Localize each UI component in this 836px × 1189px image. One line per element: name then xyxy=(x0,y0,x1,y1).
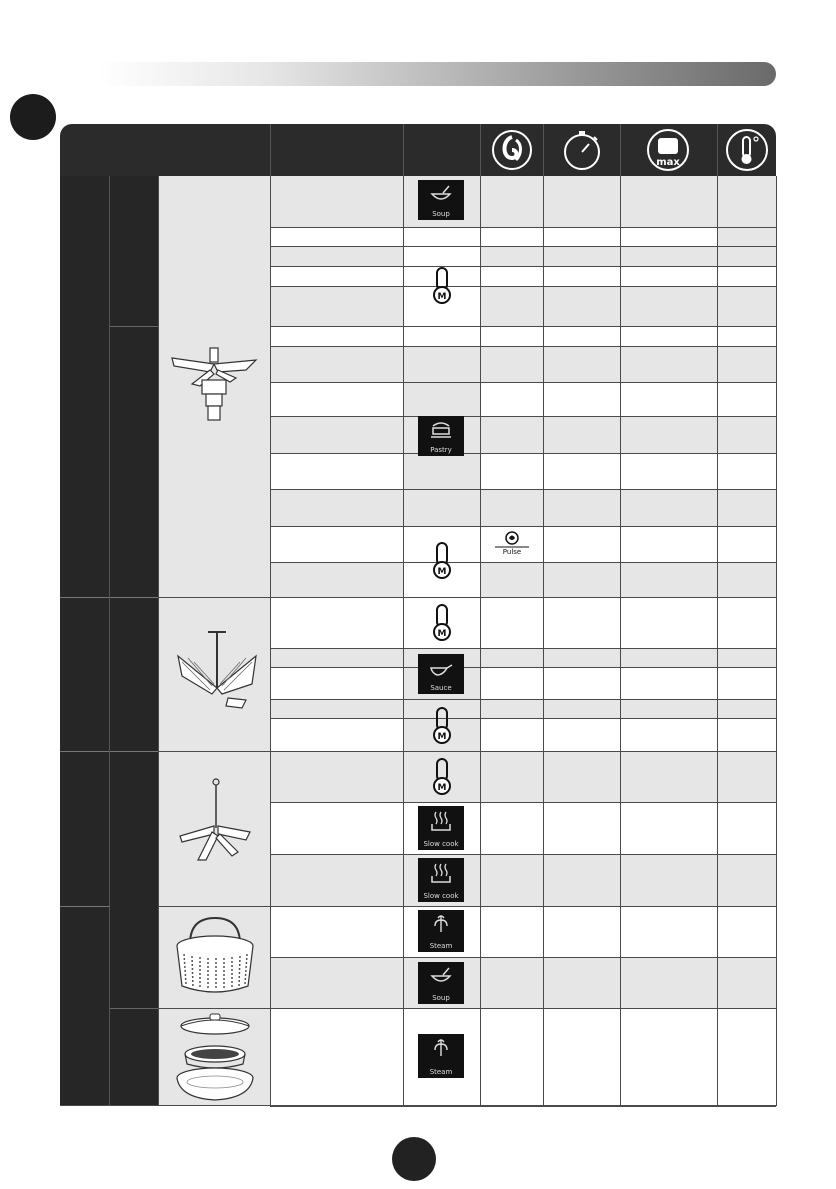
table-cell xyxy=(620,346,717,382)
table-cell xyxy=(717,416,776,453)
grid-hline xyxy=(270,526,776,527)
table-cell xyxy=(270,382,403,416)
table-cell xyxy=(480,489,543,526)
table-cell xyxy=(270,751,403,802)
table-cell xyxy=(620,489,717,526)
table-cell xyxy=(543,597,620,648)
table-cell xyxy=(543,286,620,326)
grid-vline xyxy=(543,176,544,1106)
table-cell xyxy=(717,453,776,489)
slow-cook-label: Slow cook xyxy=(423,840,459,848)
table-cell xyxy=(270,802,403,854)
table-cell xyxy=(620,957,717,1008)
slow-cook-program-icon xyxy=(418,806,464,850)
manual-temperature-icon xyxy=(429,706,455,746)
svg-text:M: M xyxy=(437,567,447,577)
manual-temperature-icon xyxy=(429,757,455,797)
grid-hline xyxy=(270,382,776,383)
grid-vline xyxy=(480,176,481,1106)
grid-hline xyxy=(158,1008,270,1009)
grid-hline xyxy=(270,416,776,417)
table-cell xyxy=(270,286,403,326)
sauce-label: Sauce xyxy=(430,684,452,692)
pulse-label: Pulse xyxy=(502,548,522,556)
table-cell xyxy=(620,667,717,699)
soup-label: Soup xyxy=(432,210,450,218)
table-cell xyxy=(270,854,403,906)
header-gradient-bar xyxy=(98,62,776,86)
soup-program-icon xyxy=(418,180,464,220)
table-cell xyxy=(480,854,543,906)
grid-vline xyxy=(717,176,718,1106)
table-cell xyxy=(270,326,403,346)
table-cell xyxy=(543,526,620,562)
subcategory-column xyxy=(110,176,158,1106)
grid-hline xyxy=(270,648,776,649)
table-cell xyxy=(620,597,717,648)
grid-hline xyxy=(158,906,270,907)
grid-hline xyxy=(270,1106,776,1107)
table-cell xyxy=(717,699,776,718)
grid-vline xyxy=(776,176,777,1106)
grid-hline xyxy=(270,227,776,228)
table-cell xyxy=(717,286,776,326)
table-cell xyxy=(717,326,776,346)
subcategory-divider xyxy=(110,1008,158,1009)
timer-icon xyxy=(560,128,604,172)
table-cell xyxy=(480,227,543,246)
table-cell xyxy=(480,416,543,453)
steam-program-icon xyxy=(418,910,464,952)
grid-hline xyxy=(270,1008,776,1009)
table-cell xyxy=(480,1008,543,1106)
grid-hline xyxy=(270,699,776,700)
grid-hline xyxy=(270,597,776,598)
whisk-icon xyxy=(172,628,262,724)
table-cell xyxy=(543,346,620,382)
grid-vline xyxy=(270,176,271,1106)
table-cell xyxy=(480,266,543,286)
table-cell xyxy=(620,453,717,489)
grid-hline xyxy=(270,453,776,454)
table-cell xyxy=(270,227,403,246)
steam-label: Steam xyxy=(429,1068,453,1076)
grid-hline xyxy=(270,667,776,668)
table-cell xyxy=(620,286,717,326)
grid-hline xyxy=(270,489,776,490)
table-cell xyxy=(543,562,620,597)
table-cell xyxy=(620,562,717,597)
table-cell xyxy=(543,854,620,906)
svg-text:M: M xyxy=(437,732,447,742)
table-cell xyxy=(543,453,620,489)
grid-hline xyxy=(270,266,776,267)
svg-text:M: M xyxy=(437,292,447,302)
table-cell xyxy=(270,562,403,597)
grid-vline xyxy=(403,176,404,1106)
table-cell xyxy=(270,346,403,382)
soup-program-icon xyxy=(418,962,464,1004)
table-cell xyxy=(620,526,717,562)
table-cell xyxy=(543,699,620,718)
table-cell xyxy=(543,176,620,227)
max-label: max xyxy=(656,157,680,168)
table-cell xyxy=(480,382,543,416)
table-cell xyxy=(480,597,543,648)
slow-cook-label: Slow cook xyxy=(423,892,459,900)
grid-hline xyxy=(270,957,776,958)
table-cell xyxy=(270,176,403,227)
grid-hline xyxy=(270,802,776,803)
category-divider xyxy=(60,906,110,907)
column-divider xyxy=(109,176,110,1106)
table-cell xyxy=(620,382,717,416)
table-cell xyxy=(620,718,717,751)
table-cell xyxy=(270,489,403,526)
manual-temperature-icon xyxy=(429,266,455,306)
pastry-label: Pastry xyxy=(430,446,452,454)
table-cell xyxy=(620,326,717,346)
table-cell xyxy=(543,246,620,266)
grid-hline xyxy=(158,597,270,598)
steam-program-icon xyxy=(418,1034,464,1078)
table-cell xyxy=(480,718,543,751)
temperature-icon xyxy=(725,128,769,172)
table-cell xyxy=(543,1008,620,1106)
table-cell xyxy=(270,648,403,667)
table-cell xyxy=(717,1008,776,1106)
table-cell xyxy=(480,286,543,326)
table-cell xyxy=(543,751,620,802)
grid-hline xyxy=(158,751,270,752)
table-cell xyxy=(717,246,776,266)
table-cell xyxy=(270,416,403,453)
table-cell xyxy=(543,227,620,246)
table-cell xyxy=(543,957,620,1008)
table-cell xyxy=(270,718,403,751)
table-cell xyxy=(543,802,620,854)
table-cell xyxy=(480,453,543,489)
header-divider xyxy=(717,124,718,176)
table-cell xyxy=(480,326,543,346)
table-cell xyxy=(717,906,776,957)
page-number-circle xyxy=(392,1137,436,1181)
table-cell xyxy=(270,597,403,648)
table-cell xyxy=(480,957,543,1008)
table-cell xyxy=(717,957,776,1008)
grid-hline xyxy=(270,246,776,247)
table-cell xyxy=(543,667,620,699)
table-cell xyxy=(543,718,620,751)
table-cell xyxy=(620,751,717,802)
table-cell xyxy=(480,802,543,854)
table-cell xyxy=(717,751,776,802)
table-cell xyxy=(270,453,403,489)
table-cell xyxy=(717,718,776,751)
sauce-program-icon xyxy=(418,654,464,694)
max-capacity-icon xyxy=(646,128,690,172)
chapter-marker-circle xyxy=(10,94,56,140)
table-cell xyxy=(620,854,717,906)
table-cell xyxy=(543,416,620,453)
table-cell xyxy=(480,699,543,718)
steamer-set-icon xyxy=(172,1012,258,1104)
table-cell xyxy=(480,667,543,699)
speed-icon xyxy=(490,128,534,172)
table-cell xyxy=(717,854,776,906)
ultrablade-knife-icon xyxy=(164,340,264,430)
table-cell xyxy=(480,751,543,802)
table-cell xyxy=(270,246,403,266)
table-cell xyxy=(620,416,717,453)
grid-hline xyxy=(270,718,776,719)
grid-hline xyxy=(270,346,776,347)
header-divider xyxy=(403,124,404,176)
steam-label: Steam xyxy=(429,942,453,950)
table-cell xyxy=(543,382,620,416)
manual-temperature-icon xyxy=(429,603,455,643)
header-divider xyxy=(480,124,481,176)
table-cell xyxy=(480,346,543,382)
table-cell xyxy=(717,648,776,667)
mixer-icon xyxy=(176,776,256,866)
table-cell xyxy=(270,667,403,699)
subcategory-divider xyxy=(110,326,158,327)
table-cell xyxy=(620,266,717,286)
table-cell xyxy=(620,802,717,854)
grid-hline xyxy=(270,854,776,855)
table-cell xyxy=(480,246,543,266)
pulse-icon xyxy=(491,530,533,556)
pastry-program-icon xyxy=(418,416,464,456)
table-cell xyxy=(620,699,717,718)
table-cell xyxy=(717,489,776,526)
header-divider xyxy=(543,124,544,176)
table-cell xyxy=(717,667,776,699)
table-cell xyxy=(620,1008,717,1106)
grid-hline xyxy=(270,906,776,907)
grid-hline xyxy=(270,751,776,752)
soup-label: Soup xyxy=(432,994,450,1002)
table-cell xyxy=(480,906,543,957)
table-cell xyxy=(620,176,717,227)
grid-hline xyxy=(270,326,776,327)
table-cell xyxy=(543,326,620,346)
table-cell xyxy=(270,699,403,718)
manual-temperature-icon xyxy=(429,541,455,581)
table-cell xyxy=(270,957,403,1008)
header-divider xyxy=(620,124,621,176)
table-cell xyxy=(270,1008,403,1106)
table-cell xyxy=(717,562,776,597)
table-cell xyxy=(270,266,403,286)
table-cell xyxy=(717,346,776,382)
table-cell xyxy=(543,648,620,667)
table-bottom-border xyxy=(60,1105,776,1106)
grid-vline xyxy=(620,176,621,1106)
temperature-cell xyxy=(717,176,776,246)
svg-text:M: M xyxy=(437,783,447,793)
slow-cook-program-icon xyxy=(418,858,464,902)
category-column xyxy=(60,176,110,1106)
table-cell xyxy=(717,597,776,648)
grid-hline xyxy=(270,562,776,563)
table-cell xyxy=(543,906,620,957)
table-cell xyxy=(270,906,403,957)
table-cell xyxy=(270,526,403,562)
table-cell xyxy=(717,802,776,854)
table-cell xyxy=(543,266,620,286)
table-cell xyxy=(717,266,776,286)
header-divider xyxy=(270,124,271,176)
table-cell xyxy=(480,648,543,667)
steam-basket-icon xyxy=(170,914,260,1002)
table-cell xyxy=(543,489,620,526)
grid-vline xyxy=(158,176,159,1106)
table-cell xyxy=(717,526,776,562)
table-cell xyxy=(480,176,543,227)
table-cell xyxy=(620,246,717,266)
table-cell xyxy=(620,227,717,246)
table-cell xyxy=(480,562,543,597)
table-cell xyxy=(620,906,717,957)
svg-text:M: M xyxy=(437,629,447,639)
table-cell xyxy=(717,382,776,416)
table-cell xyxy=(620,648,717,667)
grid-hline xyxy=(270,286,776,287)
